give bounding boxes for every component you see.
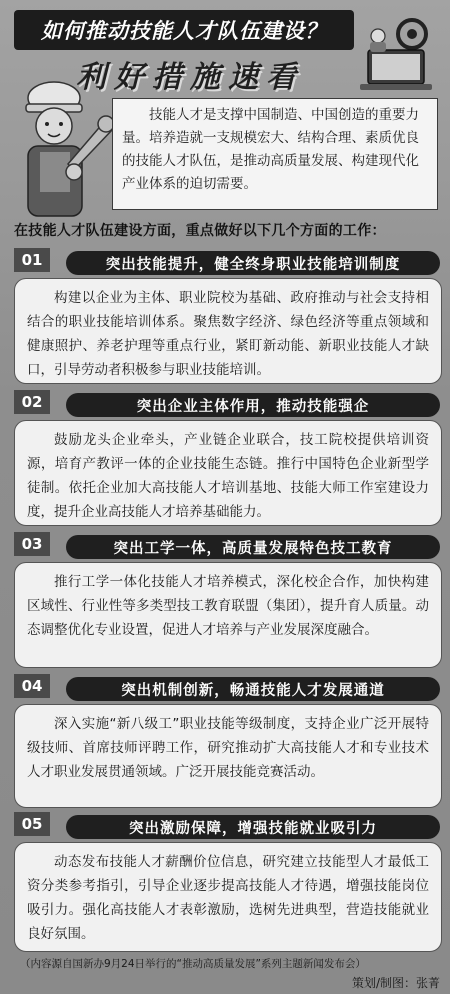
section-text: 动态发布技能人才薪酬价位信息，研究建立技能型人才最低工资分类参考指引，引导企业逐步提高技能人才待遇，增强技能岗位吸引力。强化高技能人才表彰激励，选树先进典型，营造技能就业良好氛围。 xyxy=(27,854,429,942)
worker-illustration xyxy=(4,60,114,230)
section-01 xyxy=(14,248,442,388)
section-text: 构建以企业为主体、职业院校为基础、政府推动与社会支持相结合的职业技能培训体系。聚焦数字经济、绿色经济等重点领域和健康照护、养老护理等重点行业，紧盯新动能、新职业技能人才缺口，引导劳动者积极参与职业技能培训。 xyxy=(27,290,429,378)
source-note: （内容源自国新办9月24日举行的“推动高质量发展”系列主题新闻发布会） xyxy=(20,958,366,970)
laptop-gear-illustration xyxy=(350,12,446,102)
section-box xyxy=(14,420,442,526)
page-title: 如何推动技能人才队伍建设？ xyxy=(41,19,327,43)
section-03 xyxy=(14,532,442,672)
section-05 xyxy=(14,812,442,952)
page-subtitle: 利好措施速看 xyxy=(76,60,304,95)
section-box xyxy=(14,562,442,668)
section-04 xyxy=(14,674,442,804)
section-box xyxy=(14,704,442,808)
section-box xyxy=(14,278,442,384)
section-text: 推行工学一体化技能人才培养模式，深化校企合作，加快构建区域性、行业性等多类型技工教育联盟（集团），提升育人质量。动态调整优化专业设置，促进人才培养与产业发展深度融合。 xyxy=(27,574,429,638)
credit-line: 策划/制图：张菁 xyxy=(351,976,440,990)
section-text: 鼓励龙头企业牵头，产业链企业联合，技工院校提供培训资源，培育产教评一体的企业技能生态链。推行中国特色企业新型学徒制。依托企业加大高技能人才培训基地、技能大师工作室建设力度，提升企业高技能人才培养基础能力。 xyxy=(27,432,429,520)
section-box xyxy=(14,842,442,952)
section-number: 04 xyxy=(14,674,50,698)
section-number: 01 xyxy=(14,248,50,272)
section-number: 03 xyxy=(14,532,50,556)
section-title: 突出激励保障，增强技能就业吸引力 xyxy=(66,815,440,839)
section-text: 深入实施“新八级工”职业技能等级制度，支持企业广泛开展特级技师、首席技师评聘工作，研究推动扩大高技能人才和专业技术人才职业发展贯通领域。广泛开展技能竞赛活动。 xyxy=(27,716,429,780)
section-number: 05 xyxy=(14,812,50,836)
section-title: 突出技能提升，健全终身职业技能培训制度 xyxy=(66,251,440,275)
section-number: 02 xyxy=(14,390,50,414)
section-02 xyxy=(14,390,442,530)
section-title: 突出机制创新，畅通技能人才发展通道 xyxy=(66,677,440,701)
section-title: 突出工学一体，高质量发展特色技工教育 xyxy=(66,535,440,559)
intro-text: 技能人才是支撑中国制造、中国创造的重要力量。培养造就一支规模宏大、结构合理、素质优良的技能人才队伍，是推动高质量发展、构建现代化产业体系的迫切需要。 xyxy=(122,107,419,192)
lead-text: 在技能人才队伍建设方面，重点做好以下几个方面的工作： xyxy=(14,223,386,239)
section-title: 突出企业主体作用，推动技能强企 xyxy=(66,393,440,417)
